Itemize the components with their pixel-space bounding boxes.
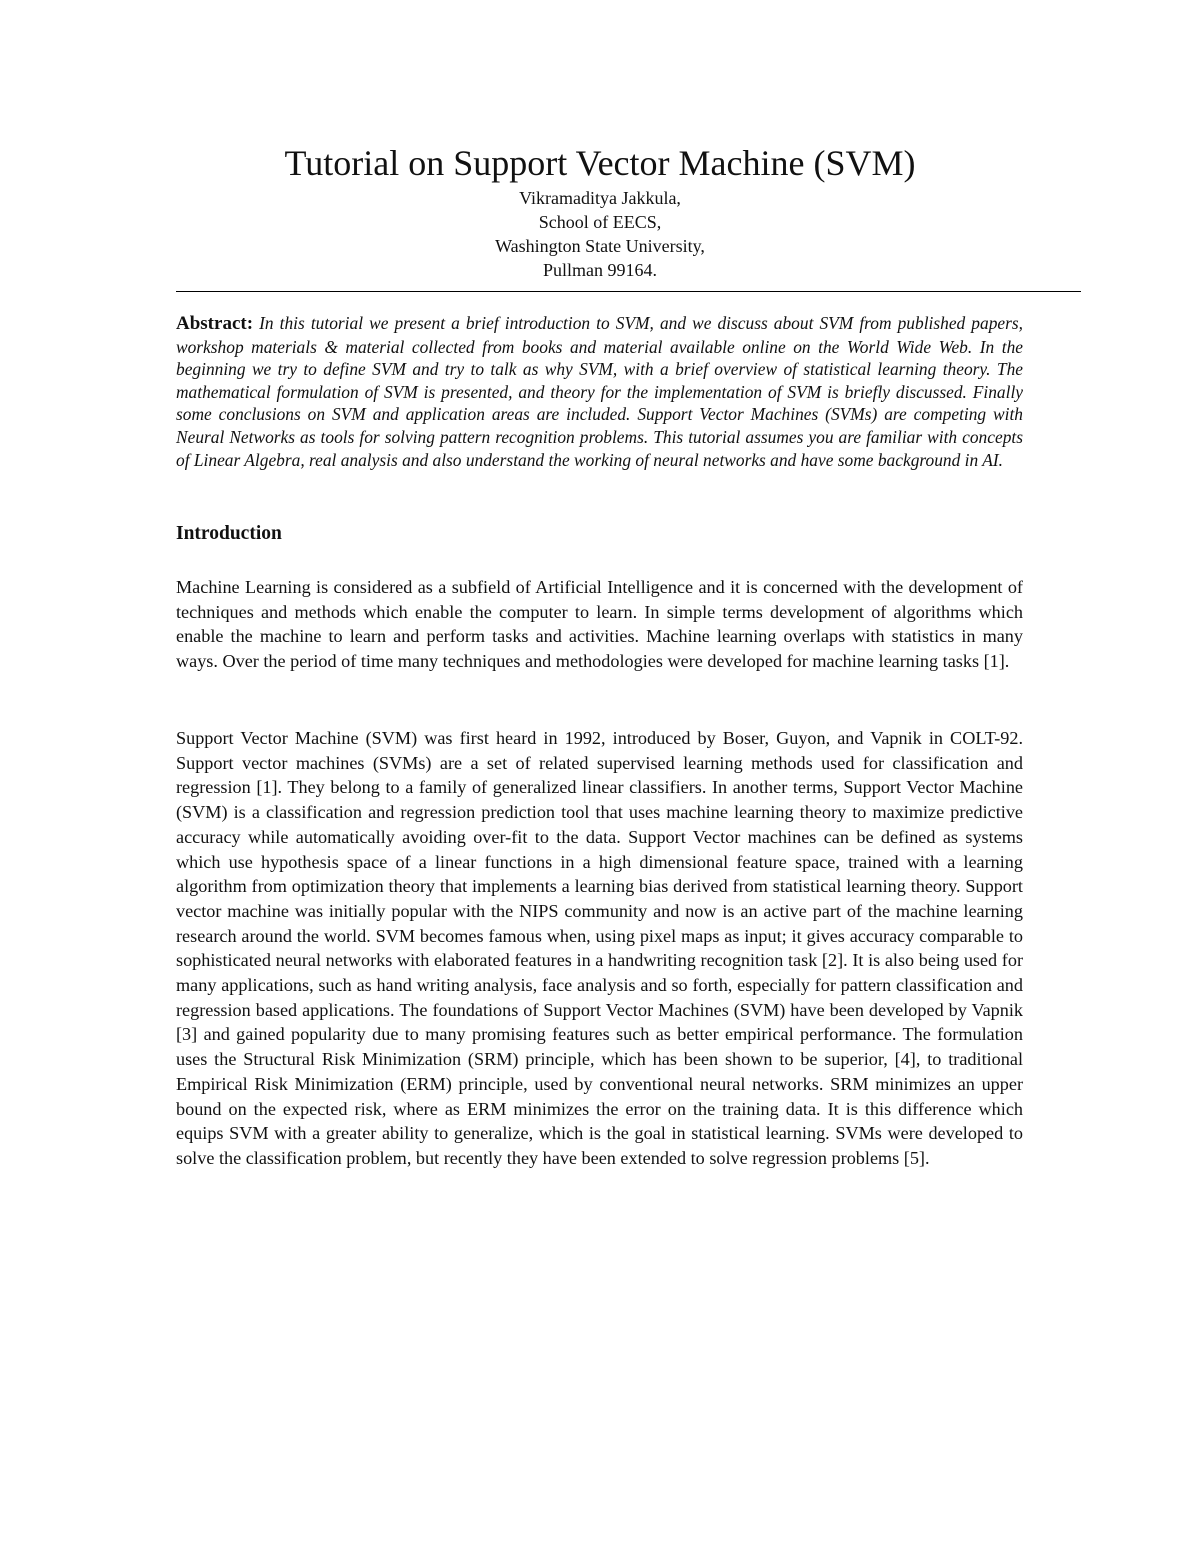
author-city: Pullman 99164. <box>542 260 657 280</box>
intro-paragraph-1: Machine Learning is considered as a subfield of Artificial Intelligence and it is concerned with the development of techniques and methods which enable the computer to learn. In simple terms development of algorithms which enable the machine to learn and perform tasks and activities. Machine learning overlaps with statistics in many ways. Over the period of time many techniques and methodologies were developed for machine learning tasks [1]. <box>176 577 1023 672</box>
author-department: School of EECS, <box>538 212 662 232</box>
abstract-label: Abstract: <box>176 313 254 334</box>
title-divider <box>176 291 1081 292</box>
author-block <box>0 186 1200 282</box>
author-university: Washington State University, <box>495 236 705 256</box>
author-name: Vikramaditya Jakkula, <box>519 188 681 208</box>
intro-paragraph-2: Support Vector Machine (SVM) was first heard in 1992, introduced by Boser, Guyon, and Vapnik in COLT-92. Support vector machines (SVMs) are a set of related supervised learning methods used for classification and regression [1]. They belong to a family of generalized linear classifiers. In another terms, Support Vector Machine (SVM) is a classification and regression prediction tool that uses machine learning theory to maximize predictive accuracy while automatically avoiding over-fit to the data. Support Vector machines can be defined as systems which use hypothesis space of a linear functions in a high dimensional feature space, trained with a learning algorithm from optimization theory that implements a learning bias derived from statistical learning theory. Support vector machine was initially popular with the NIPS community and now is an active part of the machine learning research around the world. SVM becomes famous when, using pixel maps as input; it gives accuracy comparable to sophisticated neural networks with elaborated features in a handwriting recognition task [2]. It is also being used for many applications, such as hand writing analysis, face analysis and so forth, especially for pattern classification and regression based applications. The foundations of Support Vector Machines (SVM) have been developed by Vapnik [3] and gained popularity due to many promising features such as better empirical performance. The formulation uses the Structural Risk Minimization (SRM) principle, which has been shown to be superior, [4], to traditional Empirical Risk Minimization (ERM) principle, used by conventional neural networks. SRM minimizes an upper bound on the expected risk, where as ERM minimizes the error on the training data. It is this difference which equips SVM with a greater ability to generalize, which is the goal in statistical learning. SVMs were developed to solve the classification problem, but recently they have been extended to solve regression problems [5]. <box>176 728 1023 1168</box>
abstract-text: In this tutorial we present a brief introduction to SVM, and we discuss about SVM from published papers, workshop materials & material collected from books and material available online on the World Wide Web. In the beginning we try to define SVM and try to talk as why SVM, with a brief overview of statistical learning theory. The mathematical formulation of SVM is presented, and theory for the implementation of SVM is briefly discussed. Finally some conclusions on SVM and application areas are included. Support Vector Machines (SVMs) are competing with Neural Networks as tools for solving pattern recognition problems. This tutorial assumes you are familiar with concepts of Linear Algebra, real analysis and also understand the working of neural networks and have some background in AI. <box>176 313 1023 470</box>
abstract <box>176 312 1023 471</box>
section-heading-introduction: Introduction <box>176 523 282 544</box>
paper-title: Tutorial on Support Vector Machine (SVM) <box>284 143 916 183</box>
